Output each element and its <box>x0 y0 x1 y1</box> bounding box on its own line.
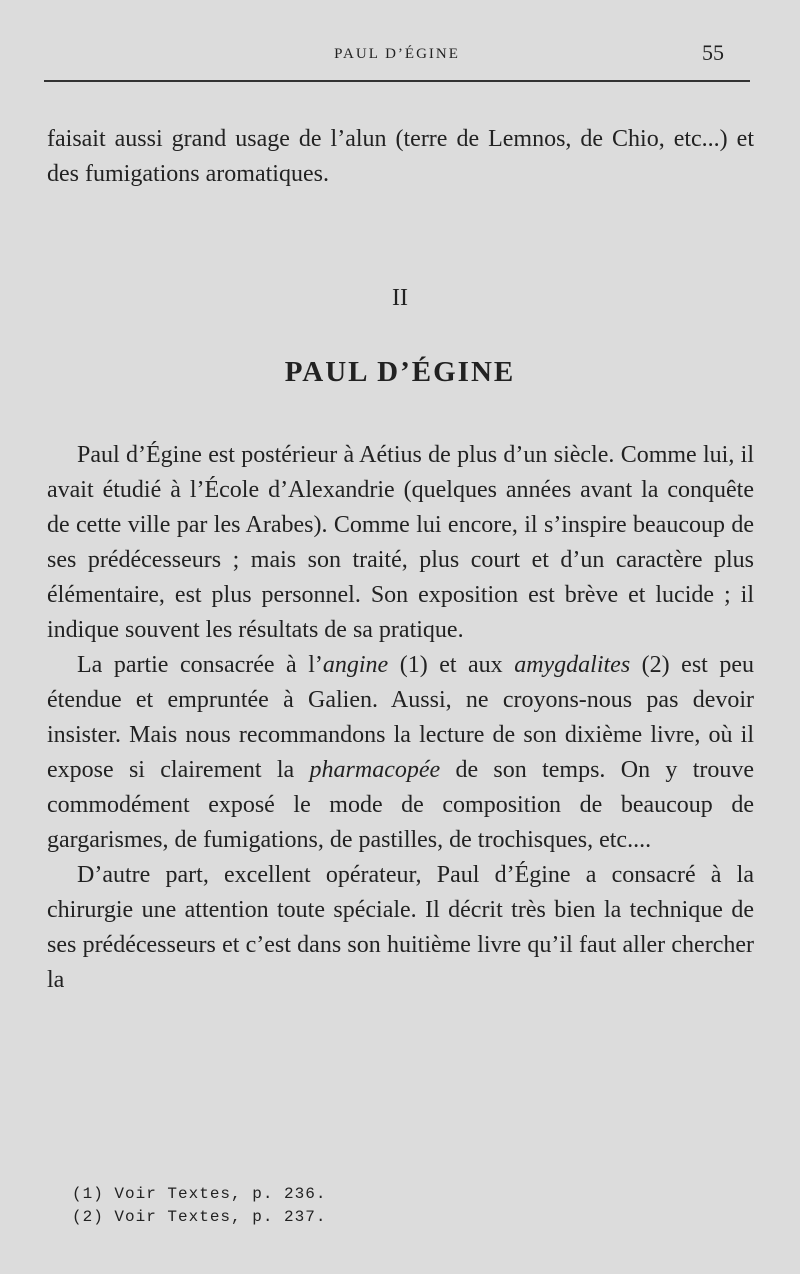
paragraph-3: D’autre part, excellent opérateur, Paul d’Égine a consacré à la chirurgie une attention toute spéciale. Il décrit très bien la technique de ses prédécesseurs et c’est dans son huitième livre qu’il faut aller chercher la <box>47 862 754 993</box>
continuation-text: faisait aussi grand usage de l’alun (terre de Lemnos, de Chio, etc...) et des fumigations aromatiques. <box>47 126 754 187</box>
section-title: PAUL D’ÉGINE <box>284 356 516 388</box>
page-header <box>44 38 750 82</box>
p2-text-a: La partie consacrée à l’ <box>77 652 323 678</box>
paragraph-2 <box>47 648 754 858</box>
footnotes <box>72 1183 326 1229</box>
continuation-paragraph <box>47 122 754 192</box>
footnote-2: (2) Voir Textes, p. 237. <box>72 1208 327 1226</box>
section-numeral: II <box>392 285 408 311</box>
term-pharmacopee: pharmacopée <box>309 757 441 783</box>
paragraph-1: Paul d’Égine est postérieur à Aétius de plus d’un siècle. Comme lui, il avait étudié à l’École d’Alexandrie (quelques années avant la conquête de cette ville par les Arabes). Comme lui encore, il s’inspire beaucoup de ses prédécesseurs ; mais son traité, plus court et d’un caractère plus élémentaire, est plus personnel. Son exposition est brève et lucide ; il indique souvent les résultats de sa pratique. <box>47 442 754 643</box>
running-title: PAUL D’ÉGINE <box>334 46 460 62</box>
p2-text-d: de son temps. On y trouve commodément exposé le mode de composition de beaucoup de gargarismes, de fumigations, de pastilles, de trochisques, etc.... <box>47 757 755 853</box>
main-text <box>47 438 754 998</box>
footnote-1: (1) Voir Textes, p. 236. <box>72 1185 327 1203</box>
page-number: 55 <box>702 40 724 65</box>
term-amygdalites: amygdalites <box>514 652 631 678</box>
p2-text-b: (1) et aux <box>388 652 515 678</box>
p2-text-c: (2) est peu étendue et empruntée à Galien. Aussi, ne croyons-nous pas devoir insister. Mais nous recommandons la lecture de son dixième livre, où il expose si clairement la <box>47 652 754 783</box>
term-angine: angine <box>322 652 389 678</box>
